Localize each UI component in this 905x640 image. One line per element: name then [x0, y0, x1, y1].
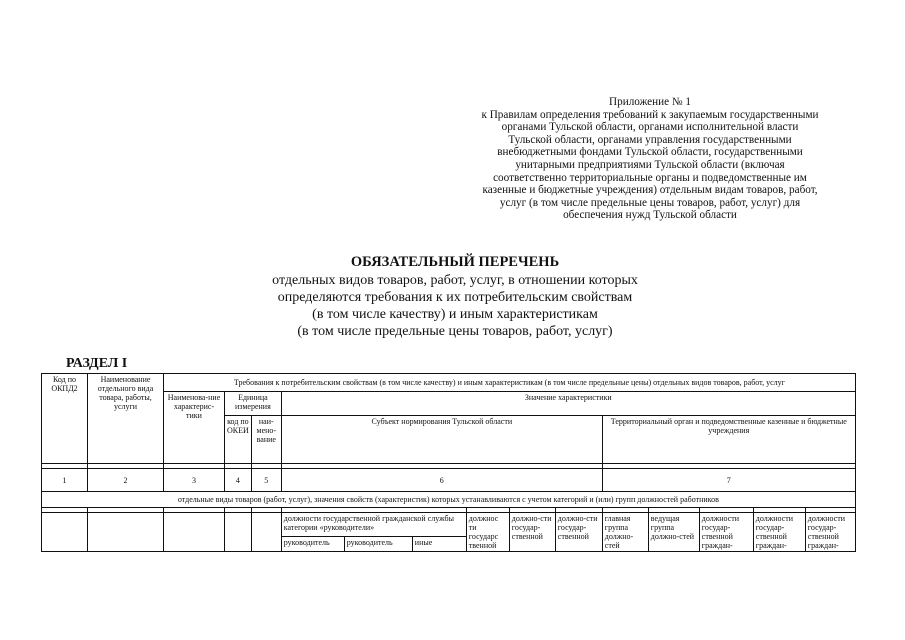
header-requirements: Требования к потребительским свойствам (в том числе качеству) и иным характеристикам (в том числе предельные цены) отдельных видов товаров, работ, услуг: [164, 374, 856, 392]
section-label: РАЗДЕЛ I: [66, 356, 128, 371]
title-main: ОБЯЗАТЕЛЬНЫЙ ПЕРЕЧЕНЬ: [350, 254, 560, 270]
header-unit: Единица измерения: [225, 392, 282, 416]
main-group-col: главная группа должно-стей: [602, 513, 648, 552]
lead-group-col: ведущая группа должно-стей: [648, 513, 699, 552]
position-col: должности государ-ственной граждан-: [805, 513, 855, 552]
position-col: должнос ти государс твенной: [466, 513, 509, 552]
column-number: 6: [281, 469, 602, 492]
appendix-block: [440, 96, 860, 222]
header-okpd2: Код по ОКПД2: [42, 374, 88, 464]
category-row: отдельные виды товаров (работ, услуг), значения свойств (характеристик) которых устанавливаются с учетом категорий и (или) групп должностей работников: [42, 492, 856, 508]
appendix-line: Тульской области, органами управления государственными: [508, 133, 792, 146]
appendix-line: унитарными предприятиями Тульской области (включая: [515, 158, 785, 171]
appendix-line: обеспечения нужд Тульской области: [563, 209, 737, 222]
appendix-line: услуг (в том числе предельные цены товаров, работ, услуг) для: [499, 196, 801, 209]
data-cell: [42, 513, 88, 552]
civil-service-heads: должности государственной гражданской службы категории «руководители»: [281, 513, 466, 537]
position-col: должности государ-ственной граждан-: [753, 513, 805, 552]
header-territorial: Территориальный орган и подведомственные казенные и бюджетные учреждения: [602, 416, 855, 464]
column-numbers-row: [42, 469, 856, 492]
header-item-name: Наименование отдельного вида товара, работы, услуги: [88, 374, 164, 464]
head-col: руководитель: [344, 536, 412, 551]
position-col: должно-сти государ-ственной: [509, 513, 555, 552]
appendix-line: казенные и бюджетные учреждения) отдельным видам товаров, работ,: [482, 184, 818, 197]
header-unit-name: наи-мено-вание: [251, 416, 281, 464]
appendix-line: органами Тульской области, органами исполнительной власти: [501, 121, 799, 134]
title-line: (в том числе предельные цены товаров, работ, услуг): [297, 324, 613, 339]
document-title: [195, 254, 715, 340]
requirements-table: [41, 373, 856, 552]
header-characteristic-name: Наименова-ние характерис-тики: [164, 392, 225, 464]
column-number: 4: [225, 469, 252, 492]
position-col: должности государ-ственной граждан-: [699, 513, 753, 552]
appendix-line: к Правилам определения требований к закупаемым государственными: [481, 108, 819, 121]
head-col: руководитель: [281, 536, 344, 551]
appendix-line: Приложение № 1: [609, 96, 691, 108]
column-number: 2: [88, 469, 164, 492]
appendix-line: внебюджетными фондами Тульской области, государственными: [497, 146, 803, 159]
column-number: 5: [251, 469, 281, 492]
appendix-line: соответственно территориальные органы и подведомственные им: [493, 171, 807, 184]
data-cell: [88, 513, 164, 552]
data-cell: [251, 513, 281, 552]
column-number: 7: [602, 469, 855, 492]
title-line: определяются требования к их потребительским свойствам: [277, 290, 633, 305]
header-okei-code: код по ОКЕИ: [225, 416, 252, 464]
position-col: должно-сти государ-ственной: [555, 513, 602, 552]
header-value: Значение характеристики: [281, 392, 855, 416]
header-subject: Субъект нормирования Тульской области: [281, 416, 602, 464]
data-cell: [164, 513, 225, 552]
column-number: 3: [164, 469, 225, 492]
other-col: иные: [412, 536, 466, 551]
title-line: (в том числе качеству) и иным характеристикам: [312, 307, 598, 322]
title-line: отдельных видов товаров, работ, услуг, в отношении которых: [272, 273, 638, 288]
data-cell: [225, 513, 252, 552]
column-number: 1: [42, 469, 88, 492]
